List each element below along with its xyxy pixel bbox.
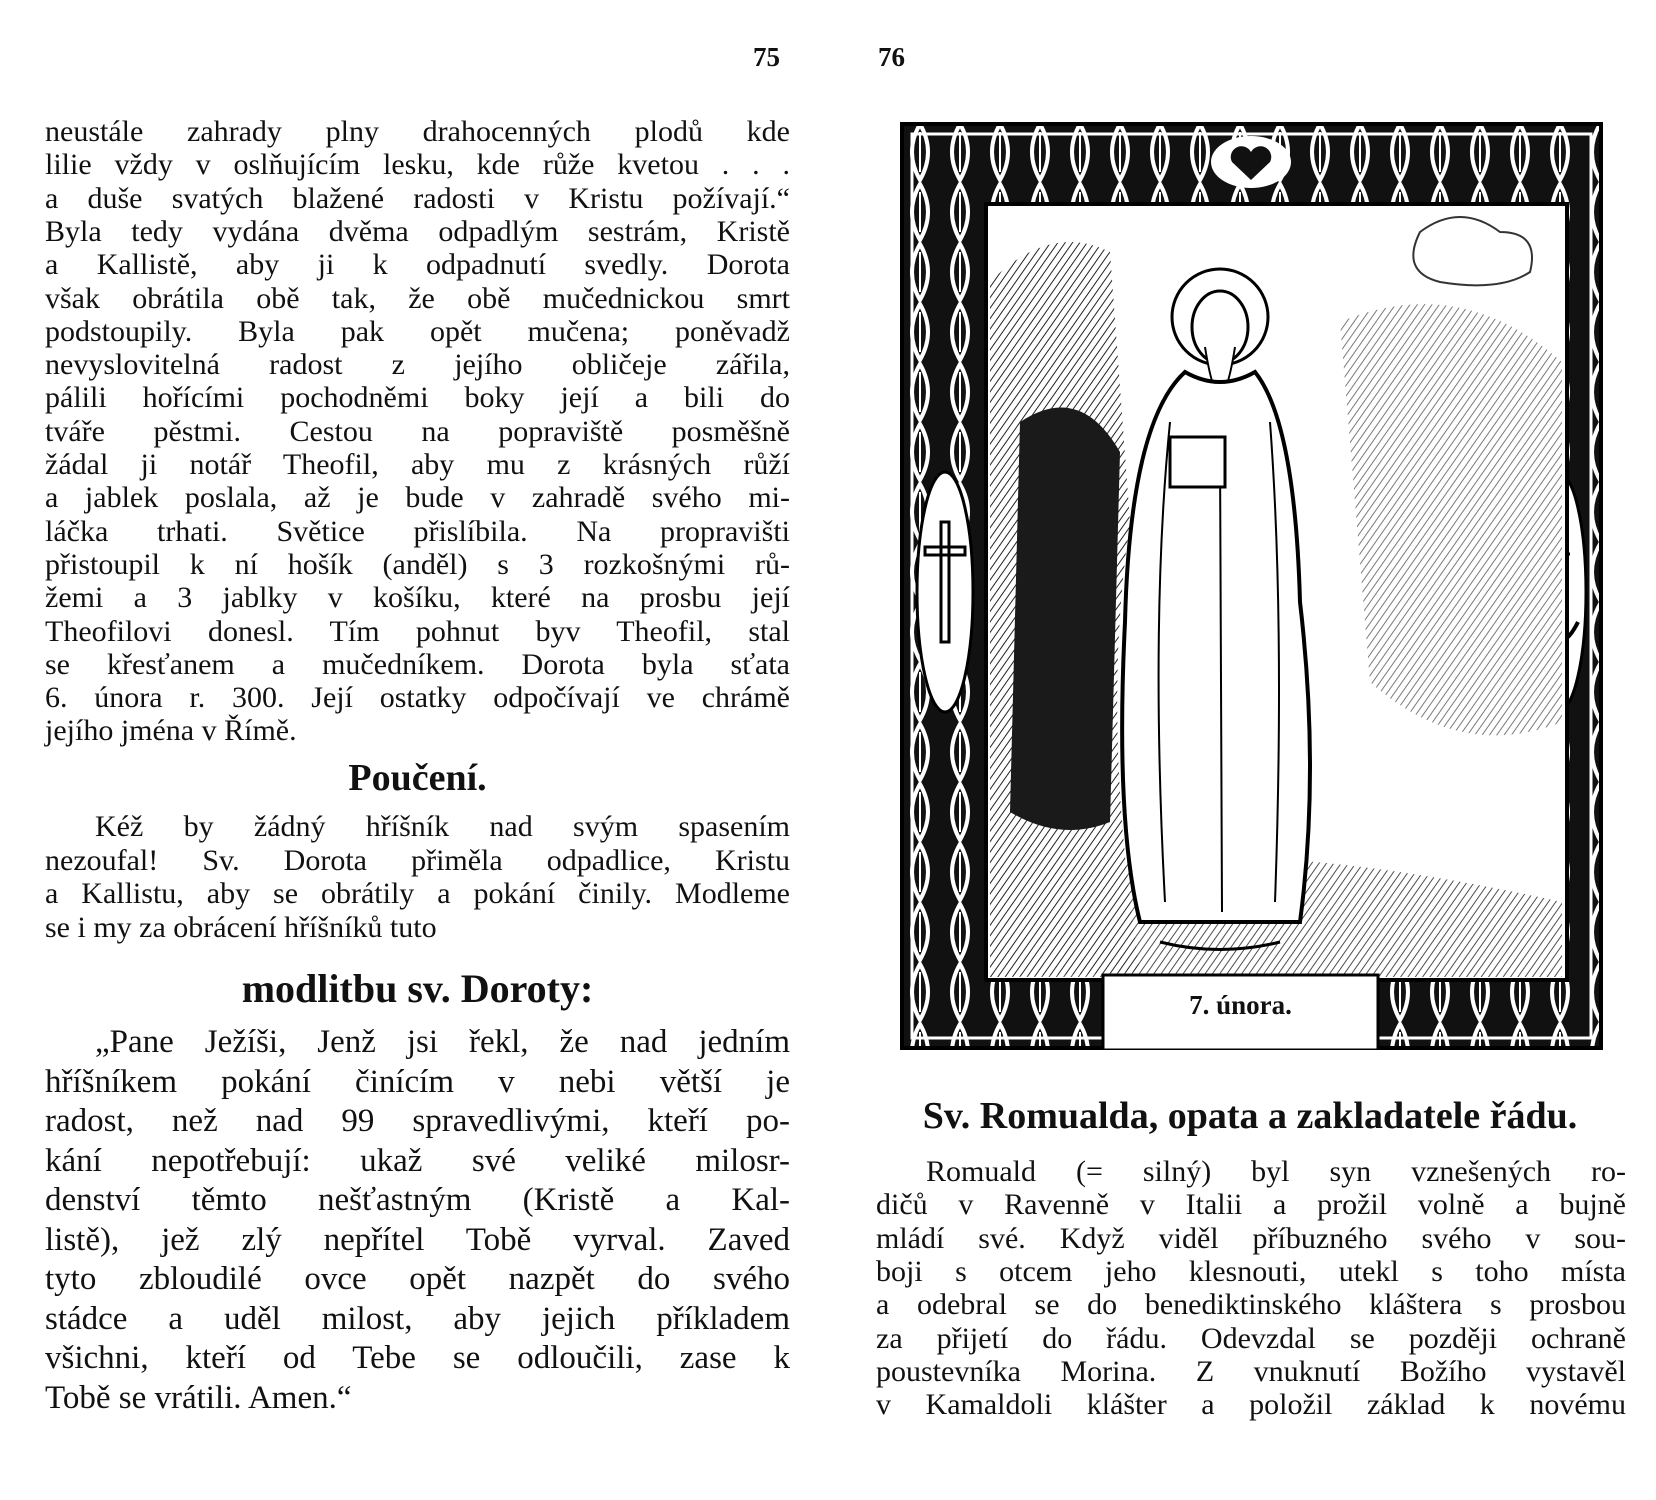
illustration-caption: 7. února. [1189,990,1292,1020]
text-line: a Kallistě, aby ji k odpadnutí svedly. Dorota [45,248,790,282]
text-line: nevyslovitelná radost z jejího obličeje zářila, [45,348,790,382]
text-line: a jablek poslala, až je bude v zahradě svého mi- [45,481,790,515]
text-line: se křesťanem a mučedníkem. Dorota byla sťata [45,647,790,681]
text-line: hříšníkem pokání činícím v nebi větší je [45,1063,790,1100]
text-line: radost, než nad 99 spravedlivými, kteří po- [45,1103,790,1139]
lesson-heading: Poučení. [348,757,487,799]
text-line: Romuald (= silný) byl syn vznešených ro- [926,1155,1626,1188]
text-line: pálili hořícími pochodněmi boky její a bili do [45,381,790,415]
text-line: se i my za obrácení hříšníků tuto [45,911,437,945]
text-line: jejího jména v Římě. [45,714,297,748]
text-line: tyto zbloudilé ovce opět nazpět do svého [45,1261,790,1297]
text-line: a duše svatých blažené radosti v Kristu požívají.“ [45,181,790,215]
text-line: 6. února r. 300. Její ostatky odpočívají ve chrámě [45,681,790,715]
text-line: lilie vždy v oslňujícím lesku, kde růže kvetou . . . [45,148,790,182]
text-line: Theofilovi donesl. Tím pohnut byv Theofil, stal [45,614,790,648]
text-line: Tobě se vrátili. Amen.“ [45,1379,352,1416]
text-line: stádce a uděl milost, aby jejich příkladem [45,1300,790,1337]
page-number-left: 75 [753,42,780,72]
text-line: podstoupily. Byla pak opět mučena; poněvadž [45,314,790,348]
prayer-heading: modlitbu sv. Doroty: [241,966,594,1011]
text-line: denství těmto nešťastným (Kristě a Kal- [45,1182,790,1218]
text-line: všichni, kteří od Tebe se odloučili, zase k [45,1340,790,1376]
text-line: tváře pěstmi. Cestou na popraviště posměšně [45,414,790,448]
text-line: láčka trhati. Světice přislíbila. Na propravišti [45,514,790,548]
heart-ornament-icon [1211,136,1291,188]
text-line: nezoufal! Sv. Dorota přiměla odpadlice, Kristu [45,843,790,877]
text-line: za přijetí do řádu. Odevzdal se později ochraně [876,1321,1626,1355]
page-number-right: 76 [878,42,905,72]
text-line: žemi a 3 jablky v košíku, které na prosbu její [45,581,790,615]
text-line: žádal ji notář Theofil, aby mu z krásných růží [45,448,790,481]
text-line: Kéž by žádný hříšník nad svým spasením [95,810,790,843]
text-line: Byla tedy vydána dvěma odpadlým sestrám, Kristě [45,214,790,248]
text-line: v Kamaldoli klášter a položil základ k novému [876,1388,1626,1422]
text-line: a odebral se do benediktinského kláštera s prosbou [876,1288,1626,1322]
text-line: mládí své. Když viděl příbuzného svého v sou- [876,1221,1626,1255]
text-line: přistoupil k ní hošík (anděl) s 3 rozkošnými rů- [45,547,790,581]
text-line: dičů v Ravenně v Italii a prožil volně a bujně [876,1188,1626,1222]
right-section-heading: Sv. Romualda, opata a zakladatele řádu. [922,1095,1578,1137]
text-line: neustále zahrady plny drahocenných plodů kde [45,115,790,148]
text-line: však obrátila obě tak, že obě mučednickou smrt [45,281,790,315]
text-line: a Kallistu, aby se obrátily a pokání činily. Modleme [45,877,790,911]
text-line: kání nepotřebují: ukaž své veliké milosr- [45,1142,790,1179]
text-line: „Pane Ježíši, Jenž jsi řekl, že nad jedním [95,1024,790,1060]
cross-medallion-icon [917,472,973,712]
text-line: boji s otcem jeho klesnouti, utekl s toho místa [876,1254,1626,1288]
text-line: listě), jež zlý nepřítel Tobě vyrval. Zaved [45,1221,790,1258]
text-line: poustevníka Morina. Z vnuknutí Božího vystavěl [876,1354,1626,1388]
saint-illustration [900,122,1603,1050]
